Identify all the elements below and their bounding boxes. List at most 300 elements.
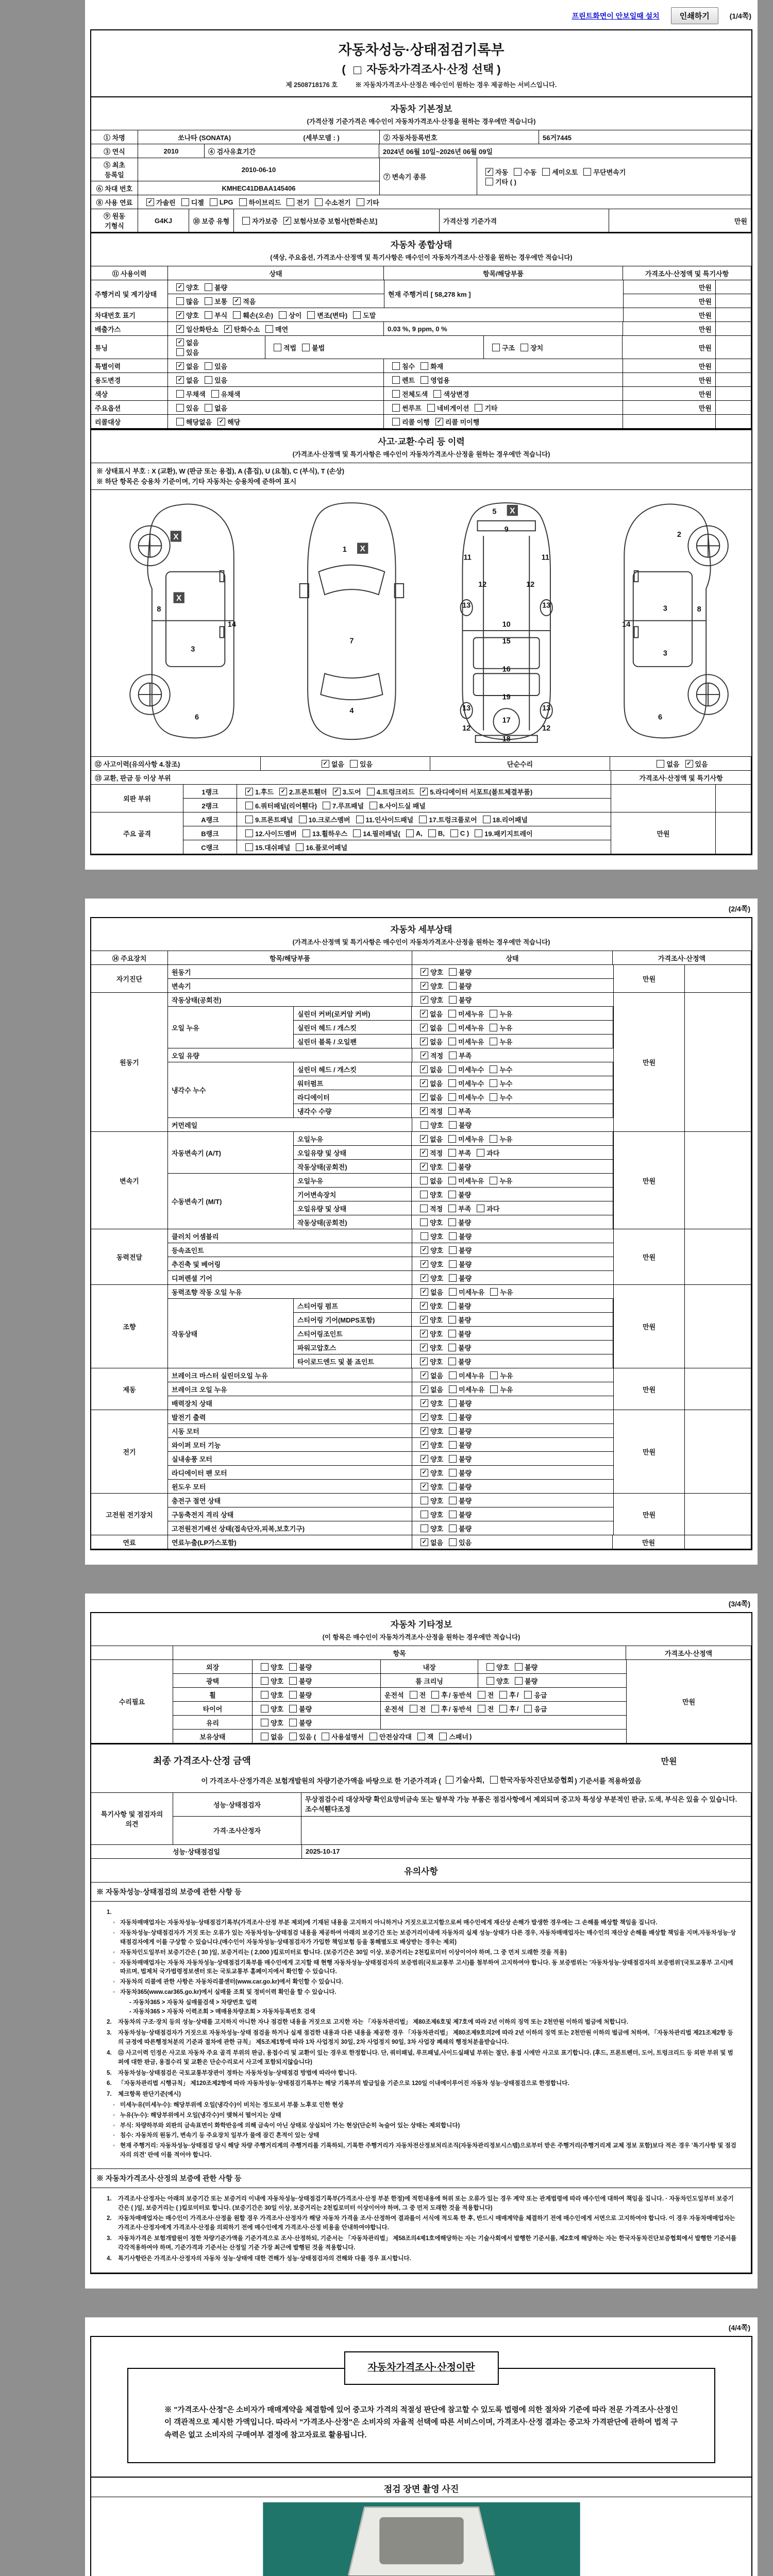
panel-number-label: 13	[542, 601, 550, 610]
checkbox-unchecked	[449, 982, 457, 990]
price-blank	[715, 280, 751, 294]
panel-number-label: 13	[542, 704, 550, 713]
inspection-photo-front	[91, 2497, 751, 2576]
checkbox-label: 전기	[296, 198, 310, 207]
item-sub-label: 실린더 헤드 / 개스킷	[293, 1020, 412, 1035]
checkbox-checked: ✓	[421, 1455, 428, 1463]
checkbox-label: 없음	[430, 1065, 443, 1074]
checkbox-unchecked	[448, 1107, 456, 1115]
checkbox-label: /	[516, 1704, 519, 1713]
row-label: 주행거리 및 계기상태	[91, 280, 168, 308]
checkbox-label: 미세누수	[458, 1079, 484, 1088]
checkbox-label: 양호	[430, 1344, 443, 1352]
checkbox-unchecked	[478, 1705, 485, 1713]
checkbox-label: 불량	[458, 1163, 472, 1171]
item-checks	[411, 1104, 613, 1118]
page-marker-2: (2/4쪽)	[728, 905, 750, 913]
price-cell: 만원	[623, 386, 716, 401]
checkbox-label: 적정	[430, 1205, 443, 1213]
checkbox-unchecked	[205, 297, 212, 305]
final-price-unit: 만원	[661, 1757, 677, 1766]
panel-number-label: 3	[190, 645, 195, 654]
item-label: 라디에이터 팬 모터	[167, 1465, 412, 1480]
checkbox-unchecked	[357, 198, 364, 206]
checkbox-label: 없음	[430, 1385, 444, 1394]
checkbox-checked: ✓	[421, 1469, 428, 1477]
checkbox-label: 침수	[402, 362, 415, 370]
price-cell: 만원	[613, 1493, 685, 1535]
checkbox-unchecked	[420, 1177, 428, 1184]
checkbox-label: 양호	[430, 1511, 444, 1519]
item-sub-label: 냉각수 수량	[293, 1104, 412, 1118]
checkbox-label: 양호	[430, 1260, 444, 1268]
checkbox-label: 양호	[430, 1163, 443, 1171]
checkbox-checked: ✓	[421, 968, 428, 976]
item-label: 냉각수 누수	[167, 1062, 294, 1118]
panel-number-label: 7	[349, 637, 354, 646]
price-blank	[684, 964, 751, 993]
item-checks	[411, 1006, 613, 1021]
panel-number-label: 19	[502, 693, 511, 702]
device-group-label: 동력전달	[91, 1229, 168, 1285]
checkbox-label: 잭	[427, 1733, 434, 1741]
color-checks	[167, 386, 384, 401]
panel-group-label: 외판 부위	[91, 784, 183, 812]
transmission-type-etc-checks	[481, 177, 627, 187]
checkbox-unchecked	[475, 404, 482, 412]
col-header: 항목/해당부품	[167, 951, 412, 965]
checkbox-label: 영업용	[430, 376, 450, 384]
field-label: ⑤ 최초 등록일	[91, 158, 138, 181]
checkbox-unchecked	[448, 1218, 456, 1226]
checkbox-unchecked	[448, 1163, 456, 1171]
panel-number-label: 9	[504, 526, 509, 534]
page-marker-1: (1/4쪽)	[729, 11, 751, 20]
field-label: ⑦ 변속기 종류	[379, 158, 477, 195]
checkbox-label: 운전석	[384, 1705, 404, 1713]
price-survey-explanation-box	[127, 2362, 715, 2464]
section-etc-note: (이 항목은 매수인이 자동차가격조사·산정을 원하는 경우에만 적습니다)	[91, 1630, 751, 1646]
checkbox-unchecked	[205, 376, 212, 384]
price-blank	[684, 1131, 751, 1229]
checkbox-label: 양호	[186, 311, 199, 319]
photo-section-title: 점검 장면 촬영 사진	[91, 2477, 751, 2495]
checkbox-label: 불량	[299, 1663, 312, 1671]
item-checks	[412, 1117, 614, 1132]
notice-section2-body: 1. 가격조사·산정자는 아래의 보증기간 또는 보증거리 이내에 자동차성능·상태점검기록부(가격조사·산정 부분 한정)에 적힌내용에 허위 또는 오류가 있는 경우 계약 또는 관계법령에 따라 매수인에 대하여 책임을 집니다. · 자동차인도일부터 보증기간은 ( )일, 보증거리는 ( )킬로미터로 합니다. (보증기간은 30일 이상, 보증거리는 2천킬로미터 이상이어야 하며, 그 중 먼저 도래한 것을 적용합니다) 2. 자동차매매업자는 매수인이 가격조사·산정을 원할 경우 가격조사·산정자가 해당 자동차 가격을 조사·산정하여 결과를이 서식에 적도록 한 후, 반드시 매매계약을 체결하기 전에 매수인에게 서면으로 고지하여야 합니다. 이 경우 자동차매매업자는가격조사·산정자에게 가격조사·산정을 의뢰하기 전에 매수인에게 가격조사·산정 비용을 안내하여야합니다. 3. 자동차가격은 보험개발원이 정한 차량기준가액을 기준가격으로 조사·산정하되, 기준서는 「자동차관리법」 제58조의4제1호에해당하는 자는 기술사회에서 발행한 기준서를, 제2호에 해당하는 자는 한국자동차진단보증협회에서 발행한 기준서를 각각적용하여야 하며, 기준가격과 기준서는 산정일 기준 가장 최근에 발행된 것을 적용합니다. 4. 특기사항란은 가격조사·산정자의 자동차 성능·상태에 대한 견해가 성능·상태점검자의 견해와 다를 경우 표시합니다.	[91, 2188, 751, 2273]
checkbox-label: 미세누수	[458, 1065, 484, 1074]
checkbox-label: 양호	[430, 1399, 444, 1408]
rankC-checks	[237, 840, 611, 854]
svg-text:X: X	[173, 532, 179, 541]
panel-number-label: 5	[492, 507, 496, 516]
section-accident-title: 사고·교환·수리 등 이력	[91, 429, 751, 447]
final-price-label: 최종 가격조사·산정 금액	[153, 1756, 251, 1766]
rank-label: A랭크	[183, 812, 237, 826]
checkbox-label: 기타	[366, 198, 379, 207]
checkbox-label: 누수	[499, 1079, 513, 1088]
checkbox-unchecked	[299, 816, 307, 823]
checkbox-label: 양호	[271, 1719, 284, 1727]
checkbox-label: 후	[441, 1705, 448, 1713]
page-1	[85, 0, 758, 870]
section-basic-info-note: (가격산정 기준가격은 매수인이 자동차가격조사·산정을 원하는 경우에만 적습니다)	[91, 114, 751, 130]
checkbox-label: 양호	[271, 1663, 284, 1671]
checkbox-label: 누수	[499, 1065, 513, 1074]
checkbox-unchecked	[392, 390, 400, 398]
panel-number-label: 15	[502, 637, 511, 646]
item-sub-label: 오일누유	[293, 1173, 412, 1188]
checkbox-unchecked	[448, 1010, 456, 1018]
item-sub-label: 오일유량 및 상태	[293, 1145, 412, 1160]
checkbox-label: 불량	[459, 1413, 472, 1421]
inspection-date-label: 성능·상태점검일	[91, 1844, 302, 1859]
checkbox-label: 과다	[486, 1149, 500, 1157]
checkbox-unchecked	[448, 1205, 456, 1212]
checkbox-label: 양호	[430, 968, 444, 976]
checkbox-label: 불량	[459, 1511, 472, 1519]
checkbox-label: 상이	[289, 311, 302, 319]
item-checks	[411, 1020, 613, 1035]
checkbox-unchecked	[514, 168, 522, 176]
checkbox-label: 일산화탄소	[186, 325, 219, 333]
checkbox-unchecked	[449, 1469, 457, 1477]
checkbox-label: 8.사이드실 패널	[379, 802, 426, 810]
checkbox-label: 없음	[666, 760, 680, 768]
checkbox-unchecked	[421, 1121, 428, 1129]
car-name-value: 쏘나타 (SONATA) (세부모델 : )	[138, 130, 380, 144]
panel-number-label: 12	[478, 580, 486, 589]
checkbox-checked: ✓	[421, 1538, 428, 1546]
item-label: 룸 크리닝	[380, 1673, 478, 1688]
special-history-checks	[167, 359, 384, 373]
checkbox-label: 매연	[275, 325, 289, 333]
checkbox-checked: ✓	[217, 418, 225, 426]
checkbox-label: 전체도색	[402, 390, 428, 398]
checkbox-label: / 동반석	[448, 1705, 472, 1713]
checkbox-unchecked	[449, 1413, 457, 1421]
wheel-position-checks	[380, 1687, 627, 1702]
item-sub-label: 워터펌프	[293, 1076, 412, 1090]
checkbox-label: LPG	[219, 198, 233, 206]
item-label: 추진축 및 베어링	[167, 1257, 412, 1271]
checkbox-unchecked	[449, 1260, 457, 1268]
item-sub-label: 작동상태(공회전)	[293, 1159, 412, 1174]
checkbox-unchecked	[490, 1024, 497, 1031]
checkbox-checked: ✓	[176, 283, 184, 291]
checkbox-label: 양호	[430, 1232, 444, 1241]
section-detail-title: 자동차 세부상태	[390, 925, 452, 935]
item-label: 윈도우 모터	[167, 1479, 412, 1494]
checkbox-checked: ✓	[420, 1038, 428, 1045]
checkbox-unchecked	[499, 1705, 507, 1713]
checkbox-checked: ✓	[421, 1413, 428, 1421]
price-blank	[684, 992, 751, 1132]
item-checks	[412, 1465, 614, 1480]
checkbox-checked: ✓	[420, 1358, 428, 1365]
checkbox-unchecked	[428, 829, 436, 837]
price-cell: 만원	[623, 280, 716, 294]
rankA-checks	[237, 812, 611, 826]
checkbox-label: 양호	[271, 1691, 284, 1699]
panel-number-label: 4	[349, 706, 354, 715]
checkbox-unchecked	[657, 760, 664, 768]
rank-label: C랭크	[183, 840, 237, 854]
checkbox-label: 누유	[499, 1177, 513, 1185]
checkbox-checked: ✓	[420, 1065, 428, 1073]
checkbox-label: 불량	[459, 1441, 472, 1449]
price-blank	[715, 784, 751, 812]
checkbox-label: 양호	[430, 1483, 444, 1491]
checkbox-unchecked	[233, 311, 241, 319]
checkbox-label: 불량	[459, 982, 472, 990]
checkbox-unchecked	[490, 1288, 498, 1296]
item-checks	[412, 1423, 614, 1438]
checkbox-unchecked	[449, 1524, 457, 1532]
basis-checks	[441, 1774, 575, 1785]
checkbox-label: 미세누유	[458, 1177, 484, 1185]
checkbox-unchecked	[449, 1455, 457, 1463]
item-label: 휠	[173, 1687, 253, 1702]
col-header: 가격조사·산정액 및 특기사항	[623, 266, 751, 280]
item-checks	[412, 1521, 614, 1535]
panel-number-label: 3	[663, 649, 667, 658]
device-group-label: 고전원 전기장치	[91, 1493, 168, 1535]
checkbox-checked: ✓	[420, 1093, 428, 1101]
checkbox-unchecked	[448, 1038, 456, 1045]
accident-legend: ※ 상태표시 부호 : X (교환), W (판금 또는 용접), A (흠집), U (요철), C (부식), T (손상) ※ 하단 항목은 승용차 기준이며, 기타 자동차는 승용차에 준하여 표시	[91, 463, 751, 490]
field-label: ② 자동차등록번호	[379, 130, 539, 144]
checkbox-label: 무단변속기	[593, 168, 626, 176]
empty-cell	[380, 1715, 627, 1730]
item-sub-label: 타이로드엔드 및 볼 죠인트	[293, 1354, 412, 1368]
price-cell: 만원	[626, 1659, 751, 1743]
panel-number-label: 13	[462, 704, 470, 713]
field-label: ⑧ 사용 연료	[91, 195, 138, 209]
car-damage-diagram	[91, 490, 751, 757]
checkbox-unchecked	[486, 1677, 494, 1685]
item-checks	[412, 992, 614, 1007]
checkbox-label: 양호	[271, 1677, 284, 1685]
item-checks	[411, 1312, 613, 1327]
device-group-label: 변속기	[91, 1131, 168, 1229]
checkbox-checked: ✓	[421, 1441, 428, 1449]
price-cell: 만원	[623, 359, 716, 373]
checkbox-unchecked	[176, 348, 184, 356]
item-checks	[412, 1479, 614, 1494]
panel-number-label: 18	[502, 735, 511, 744]
checkbox-unchecked	[449, 1246, 457, 1254]
checkbox-unchecked	[542, 168, 550, 176]
item-checks	[411, 1076, 613, 1090]
checkbox-label: 불량	[458, 1218, 472, 1227]
checkbox-label: 없음	[430, 1177, 443, 1185]
item-label: 와이퍼 모터 기능	[167, 1437, 412, 1452]
print-button[interactable]: 인쇄하기	[671, 7, 718, 24]
item-checks	[252, 1673, 381, 1688]
item-sub-label: 실린더 블록 / 오일팬	[293, 1034, 412, 1048]
section-overall-note: (색상, 주요옵션, 가격조사·산정액 및 특기사항은 매수인이 자동차가격조사·산정을 원하는 경우에만 적습니다)	[91, 250, 751, 266]
item-checks	[412, 1410, 614, 1424]
rank-label: 1랭크	[183, 784, 237, 799]
rank-label: B랭크	[183, 826, 237, 840]
checkbox-checked: ✓	[485, 168, 493, 176]
checkbox-unchecked	[431, 1691, 439, 1699]
section-overall-title: 자동차 종합상태	[91, 232, 751, 250]
options-checks	[167, 400, 384, 415]
page-marker-3: (3/4쪽)	[728, 1600, 750, 1608]
item-checks	[411, 1215, 613, 1229]
item-checks	[412, 1535, 613, 1549]
panel-number-label: 11	[541, 553, 549, 562]
item-label: 자동변속기 (A/T)	[167, 1131, 294, 1174]
checkbox-unchecked	[356, 816, 364, 823]
checkbox-label: 수소전기	[325, 198, 351, 207]
checkbox-unchecked	[583, 168, 591, 176]
checkbox-unchecked	[289, 1719, 297, 1726]
checkbox-label: 훼손(오손)	[243, 311, 274, 319]
item-sub-label: 스티어링조인트	[293, 1326, 412, 1341]
device-group-label: 원동기	[91, 992, 168, 1132]
checkbox-label: 불량	[459, 1274, 472, 1282]
field-label: ④ 검사유효기간	[204, 144, 379, 158]
panel-number-label: 12	[526, 580, 534, 589]
checkbox-unchecked	[421, 1497, 428, 1504]
price-cell: 만원	[613, 1284, 685, 1368]
checkbox-label: 구조	[502, 344, 515, 352]
checkbox-unchecked	[448, 1344, 456, 1351]
item-label: 타이어	[173, 1701, 253, 1716]
checkbox-label: 보통	[214, 297, 228, 306]
checkbox-unchecked	[392, 418, 400, 426]
checkbox-label: 불량	[299, 1719, 312, 1727]
checkbox-label: 불량	[459, 1232, 472, 1241]
device-group-label: 전기	[91, 1410, 168, 1494]
checkbox-label: 양호	[496, 1663, 510, 1671]
base-price-unit: 만원	[609, 209, 751, 232]
device-group-label: 자기진단	[91, 964, 168, 993]
checkbox-label: 적법	[283, 344, 297, 352]
checkbox-label: 없음	[430, 1038, 443, 1046]
checkbox-label: 하이브리드	[248, 198, 281, 207]
mileage-amount-checks	[167, 294, 384, 308]
checkbox-label: 양호	[430, 1246, 444, 1255]
checkbox-checked: ✓	[421, 1260, 428, 1268]
page-2	[85, 899, 758, 1565]
price-blank	[715, 335, 751, 359]
field-label: ⑨ 원동 기형식	[91, 209, 138, 232]
checkbox-label: 6.쿼터패널(리어휀다)	[255, 802, 317, 810]
inspector-opinion-text: 무상점검수리 대상차량 확인요망비금속 또는 탈부착 가능 부품은 점검사항에서 제외되며 중고차 특성상 부분적인 판금, 도색, 부식은 있을 수 있습니다. 조수석휀다조정	[301, 1792, 751, 1817]
checkbox-unchecked	[421, 1524, 428, 1532]
checkbox-unchecked	[449, 1511, 457, 1518]
checkbox-unchecked	[239, 198, 247, 206]
checkbox-unchecked	[245, 816, 253, 823]
item-checks	[412, 1507, 614, 1521]
checkbox-unchecked	[490, 1079, 497, 1087]
checkbox-label: 무채색	[186, 390, 206, 398]
checkbox-label: 불량	[459, 1399, 472, 1408]
panel-number-label: 1	[342, 545, 347, 554]
item-label: 작동상태(공회전)	[167, 992, 412, 1007]
checkbox-label: 응급	[534, 1705, 547, 1713]
checkbox-label: 7.루프패널	[332, 802, 364, 810]
checkbox-label: 13.휠하우스	[312, 829, 348, 838]
checkbox-checked: ✓	[279, 788, 287, 795]
checkbox-label: 부족	[458, 1205, 472, 1213]
checkbox-label: 양호	[430, 1497, 444, 1505]
price-survey-select-checkbox	[354, 66, 361, 74]
price-blank	[684, 1368, 751, 1410]
checkbox-label: 불량	[459, 1469, 472, 1477]
checkbox-unchecked	[490, 1135, 497, 1143]
item-label: 작동상태	[167, 1298, 294, 1368]
notice-title: 유의사항	[91, 1858, 751, 1883]
checkbox-unchecked	[490, 1385, 498, 1393]
checkbox-unchecked	[289, 1691, 297, 1699]
checkbox-unchecked	[448, 1358, 456, 1365]
item-checks	[411, 1034, 613, 1048]
checkbox-label: / 동반석	[448, 1691, 472, 1699]
opinion-table	[91, 1793, 751, 1859]
checkbox-unchecked	[427, 404, 435, 412]
checkbox-unchecked	[289, 1705, 297, 1713]
checkbox-checked: ✓	[420, 1079, 428, 1087]
checkbox-label: 적정	[430, 1107, 443, 1115]
price-survey-explanation-title: 자동차가격조사·산정이란	[344, 2351, 498, 2385]
checkbox-label: 있음	[214, 376, 228, 384]
checkbox-unchecked	[449, 1274, 457, 1282]
install-print-plugin-link[interactable]: 프린트화면이 안보일때 설치	[572, 11, 660, 20]
checkbox-unchecked	[448, 1079, 456, 1087]
rankB-checks	[237, 826, 611, 840]
checkbox-unchecked	[449, 1441, 457, 1449]
checkbox-unchecked	[205, 283, 212, 291]
checkbox-label: 18.리어패널	[492, 816, 528, 824]
checkbox-label: 네비게이션	[436, 404, 469, 412]
checkbox-checked: ✓	[420, 1024, 428, 1031]
checkbox-unchecked	[245, 829, 253, 837]
checkbox-label: 누유	[499, 1135, 513, 1143]
checkbox-label: 불량	[459, 1121, 472, 1129]
checkbox-label: 양호	[430, 1441, 444, 1449]
checkbox-unchecked	[410, 1691, 417, 1699]
checkbox-checked: ✓	[176, 362, 184, 370]
repair-group-label: 수리필요	[91, 1659, 173, 1743]
item-label: 변속기	[167, 978, 412, 993]
checkbox-checked: ✓	[176, 338, 184, 346]
col-header: 항목	[173, 1646, 626, 1660]
tuning-kind-checks	[483, 335, 623, 359]
price-cell: 만원	[613, 1131, 685, 1229]
checkbox-unchecked	[303, 829, 310, 837]
checkbox-label: 없음	[430, 1288, 444, 1296]
item-checks	[411, 1173, 613, 1188]
item-label: 보유상태	[173, 1729, 253, 1743]
checkbox-unchecked	[477, 1205, 484, 1212]
item-label: 동력조향 작동 오일 누유	[167, 1284, 412, 1299]
notice-section2-title: ※ 자동차가격조사·산정의 보증에 관한 사항 등	[91, 2168, 751, 2188]
inspection-date-value: 2025-10-17	[301, 1844, 751, 1859]
rank1-checks	[237, 784, 611, 799]
checkbox-checked: ✓	[322, 760, 329, 768]
checkbox-checked: ✓	[176, 325, 184, 333]
panel-number-label: 17	[502, 716, 511, 725]
document-subtitle: ( 자동차가격조사·산정 선택 )	[342, 63, 501, 76]
basic-info-table	[91, 130, 751, 232]
abnormal-parts-label: ⑬ 교환, 판금 등 이상 부위	[91, 770, 611, 785]
checkbox-unchecked	[302, 344, 310, 351]
